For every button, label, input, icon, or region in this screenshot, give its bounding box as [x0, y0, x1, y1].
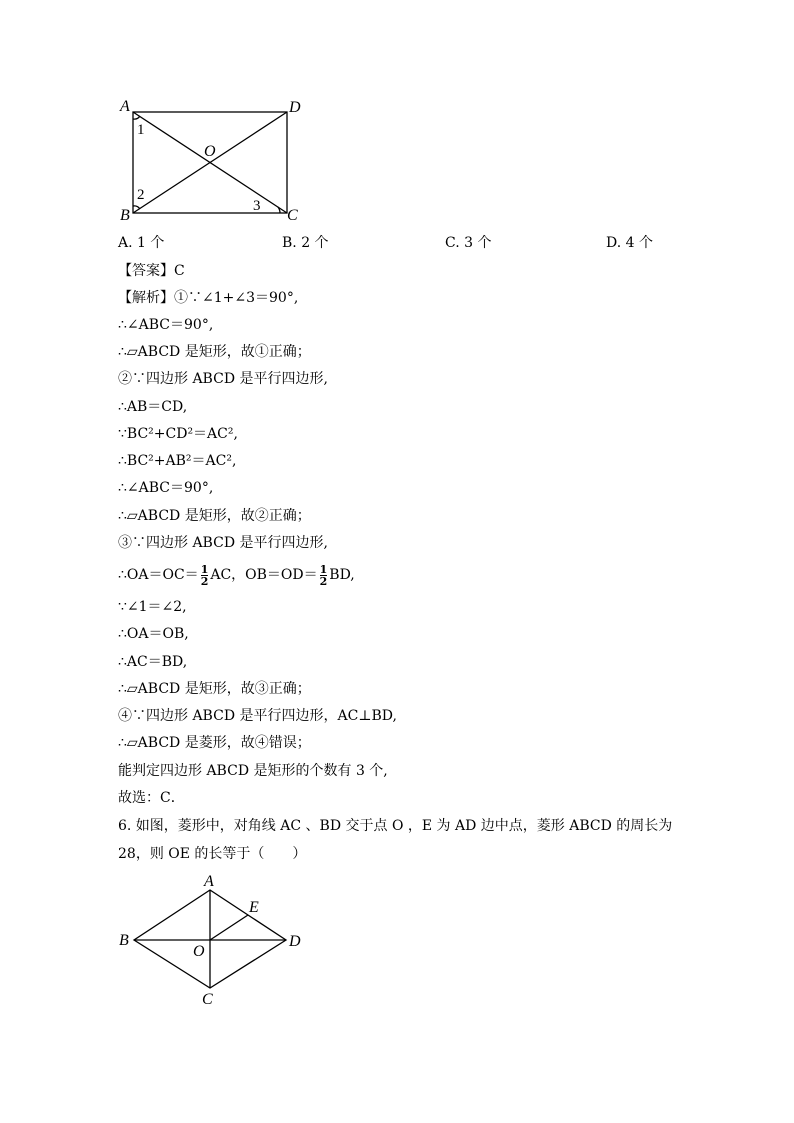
- fraction-one-half-2: [320, 564, 328, 587]
- analysis-line-9: ∴▱ABCD 是矩形，故②正确；: [118, 508, 311, 524]
- analysis-line-13: ∴OA＝OB,: [118, 626, 189, 642]
- analysis-line-5: ∴AB＝CD,: [118, 399, 188, 415]
- question-6-line-2: 28，则 OE 的长等于（ ）: [118, 846, 307, 862]
- answer-line: 【答案】C: [118, 263, 185, 279]
- label-d: D: [289, 99, 301, 116]
- option-c: C. 3 个: [445, 235, 492, 251]
- question-6-line-1: 6. 如图，菱形中，对角线 AC 、BD 交于点 O ，E 为 AD 边中点，菱形 ABCD 的周长为: [118, 818, 673, 834]
- analysis-line-1: 【解析】①∵∠1+∠3＝90°,: [118, 290, 299, 306]
- analysis-line-12: ∵∠1＝∠2,: [118, 599, 187, 615]
- label-c: C: [202, 991, 213, 1008]
- label-o: O: [193, 943, 205, 960]
- option-a: A. 1 个: [118, 235, 165, 251]
- label-a: A: [204, 873, 214, 890]
- analysis-line-14: ∴AC＝BD,: [118, 654, 188, 670]
- analysis-line-17: ∴▱ABCD 是菱形，故④错误；: [118, 735, 311, 751]
- analysis-line-4: ②∵四边形 ABCD 是平行四边形,: [118, 371, 328, 387]
- fraction-numerator: 1: [200, 562, 209, 576]
- analysis-line-19: 故选：C．: [118, 790, 185, 806]
- label-angle-1: 1: [137, 122, 145, 138]
- label-angle-3: 3: [253, 198, 261, 214]
- analysis-line-8: ∴∠ABC＝90°,: [118, 480, 214, 496]
- label-b: B: [119, 932, 129, 949]
- label-a: A: [120, 98, 130, 115]
- angle-2-arc: [133, 206, 140, 209]
- analysis-line-11-part-a: ∴OA＝OC＝: [118, 567, 199, 583]
- angle-1-arc: [133, 116, 140, 119]
- analysis-line-11-part-b: AC，OB＝OD＝: [210, 567, 318, 583]
- analysis-line-15: ∴▱ABCD 是矩形，故③正确；: [118, 681, 311, 697]
- fraction-one-half: [201, 564, 209, 587]
- label-e: E: [249, 899, 259, 916]
- fraction-denominator: 2: [200, 574, 209, 588]
- analysis-line-2: ∴∠ABC＝90°,: [118, 317, 214, 333]
- fraction-denominator-2: 2: [319, 574, 328, 588]
- analysis-line-6: ∵BC²+CD²＝AC²,: [118, 426, 238, 442]
- label-angle-2: 2: [137, 187, 145, 203]
- analysis-line-3: ∴▱ABCD 是矩形，故①正确；: [118, 344, 311, 360]
- analysis-line-10: ③∵四边形 ABCD 是平行四边形,: [118, 535, 328, 551]
- analysis-line-18: 能判定四边形 ABCD 是矩形的个数有 3 个,: [118, 763, 388, 779]
- fraction-numerator-2: 1: [319, 562, 328, 576]
- analysis-line-11: [118, 560, 355, 590]
- rhombus-figure: [112, 868, 312, 1008]
- option-b: B. 2 个: [282, 235, 329, 251]
- analysis-line-16: ④∵四边形 ABCD 是平行四边形，AC⊥BD,: [118, 708, 397, 724]
- analysis-line-7: ∴BC²+AB²＝AC²,: [118, 453, 237, 469]
- segment-oe: [210, 915, 248, 940]
- option-d: D. 4 个: [606, 235, 653, 251]
- label-d: D: [289, 933, 301, 950]
- label-o: O: [204, 143, 216, 160]
- analysis-line-11-part-c: BD,: [329, 567, 355, 583]
- label-b: B: [120, 207, 130, 224]
- rectangle-figure: [110, 95, 310, 230]
- label-c: C: [287, 207, 298, 224]
